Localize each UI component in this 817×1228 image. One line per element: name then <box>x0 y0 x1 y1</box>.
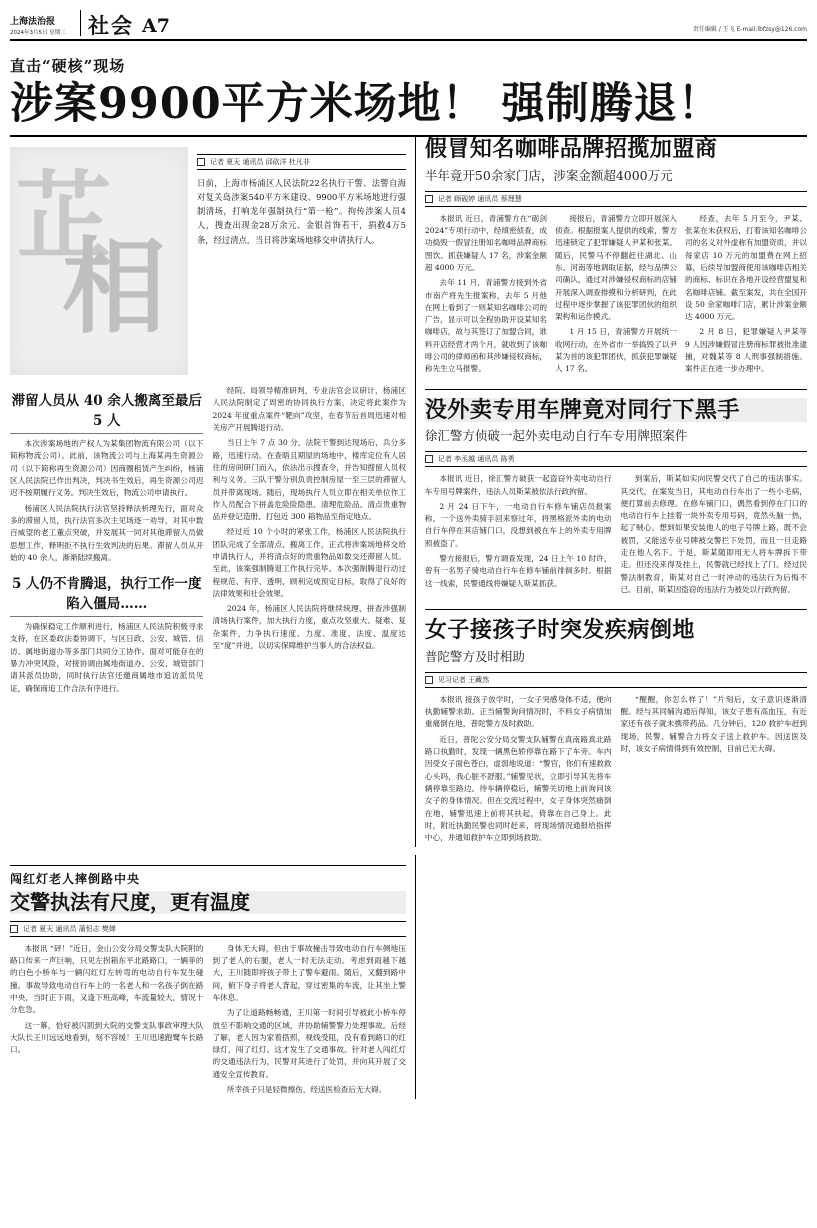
coffee-byline <box>425 191 807 207</box>
byline-marker-icon <box>10 925 18 933</box>
paragraph: 警方接报后，警方调查发现，24 日上午 10 时许，曾有一名男子骑电动自行车在修车铺前徘徊多时。根据这一线索，民警通线将嫌疑人斯某抓获。 <box>424 554 612 588</box>
main-subhead-1: 滞留人员从 40 余人搬离至最后 5 人 <box>11 393 202 430</box>
left-column <box>10 137 406 847</box>
paragraph: 1 月 15 日，青浦警方开展统一收网行动，在外省市一举捣毁了以尹某为首的该犯罪团伙，抓获犯罪嫌疑人 17 名。 <box>554 327 677 374</box>
section-title: 社会 <box>88 13 134 38</box>
masthead <box>10 6 807 41</box>
editor-contact: 责任编辑 / 王飞 E-mail:lbfzsy@126.com <box>692 26 807 33</box>
traffic-col-1 <box>10 943 203 1100</box>
byline-text: 记者 李丞越 通讯员 陈勇 <box>437 455 515 464</box>
coffee-col-1 <box>425 213 547 379</box>
bottom-right-filler <box>425 855 807 1099</box>
main-article-body <box>10 385 406 698</box>
article-coffee <box>425 137 807 378</box>
coffee-col-2 <box>555 213 677 379</box>
paragraph: 经院、局领导精准研判，专业法官会议研计，杨浦区人民法院制定了周密的协同执行方案，决定将此案作为 2024 年度重点案件“靶向”攻坚，在春节后首周迅速对相关房产开展腾退行动。 <box>212 386 406 433</box>
traffic-kicker: 闯红灯老人摔倒路中央 <box>10 872 141 887</box>
issue-date: 2024年3月5日 星期二 <box>10 29 66 36</box>
paper-name: 上海法治报 <box>10 17 56 28</box>
paragraph: 2 月 24 日下午，一电动自行车修车铺店员报案称，一个送外卖骑手回来察过年，将黑格派外卖的电动自行车停在其店铺门口，没想到被在车上的外卖专用牌照被盗了。 <box>424 501 612 548</box>
paragraph: 经过近 10 个小时的紧张工作，杨浦区人民法院执行团队完成了全部清点、搬离工作，正式将涉案场地移交给申请执行人，并将清点好的贵重物品如数交还滞留人员。至此，该案强制腾退工作执行完毕。本次强制腾退行动过程规范、有序、透明，顾利完成预定目标，取得了良好的法律效果和社会效果。 <box>212 527 406 598</box>
main-article-top <box>10 147 406 375</box>
article-traffic <box>10 855 406 1099</box>
paragraph: 2024 年，杨浦区人民法院将继续统理、拼查涉强制清场执行案件，加大执行力度，重点攻坚重大、疑难、复杂案件，力争执行速度、力度、准度、法度、温度达至“度”并进，以切实保障维护当事人的合法权益。 <box>212 604 406 651</box>
main-article-lead: 日前，上海市杨浦区人民法院22名执行干警、法警自海对复关岛涉案540平方米建设、9900平方米场地进行强制清场，打响龙年强制执行“第一枪”。拘传涉案人员4人，搜查出现金28万余元、金银首饰若干，捐救4万5条，经过清点，当日将涉案场地移交申请执行人。 <box>197 178 406 245</box>
calligraphy-char-2: 相 <box>62 225 167 349</box>
paragraph: 为确保稳定工作顺利进行，杨浦区人民法院积极寻求支持，在区委政法委协调下，与区日政、公安、城管、信访、属地街道办等多部门共同分工协作。面对可能存在的暴力冲突风险，对接协调由属地街道办、公安、城管部门请其派员协助，同时执行法官还邀商属地市追访派员见证，确保商追工作合法有序进行。 <box>10 622 204 693</box>
paragraph: 2 月 8 日，犯罪嫌疑人尹某等 9 人因涉嫌假冒注册商标罪被批准逮捕，对魏某等 8 人刑事强制措施。案件正在进一步办理中。 <box>684 327 808 374</box>
woman-col-1 <box>425 694 612 848</box>
woman-subtitle: 普陀警方及时相助 <box>424 648 525 664</box>
masthead-logo <box>10 17 78 36</box>
plate-byline <box>425 451 807 467</box>
byline-text: 记者 顾砚婷 通讯员 蔡理慧 <box>437 194 522 203</box>
paragraph: 近日，普陀公安分局交警支队辅警在真南路真北路路口执勤时，发现一辆黑色轿停靠在路下了车旁。车内因受女子面色苍白，虚弱地说道：“警官，你们有速救救心头吗，我心脏不舒服。”辅警见状，立即引导其先将车辆停靠至路边。待车辆停稳后，辅警关切地上前询问该女子的身体情况。但在交流过程中，女子身体突然痛倒在地，辅警迅速上前将其扶起，倚靠在自己身上。此时，附近执勤民警也同时赶来，将现场情况通报给指挥中心，并通知救护车立即到场救助。 <box>424 734 612 843</box>
byline-text: 记者 夏天 通讯员 邱砍洋 杜凡非 <box>210 158 310 167</box>
column-divider-bottom <box>415 855 416 1099</box>
main-subhead-2: 5 人仍不肯腾退，执行工作一度陷入僵局…… <box>11 576 202 613</box>
paragraph: 当日上午 7 点 30 分，法院干警到达现场后，兵分多路，迅速行动。在查晤且期屋的场地中，楼库定位有人居住的房间研门而入，依法出示搜查令，并告知搜留人员权利与义务。三队干警分别负责控制房屋一至三层的滞留人员并带离现场。随后，现场执行人员立即在相关单位作工作人员配合下拼盖危险险隐患、清理危险品、清点贵重物品并登记造册、打包近 300 箱物品至指定地点。 <box>212 438 406 522</box>
column-divider <box>415 137 416 847</box>
calligraphy-char-1: 芷 <box>16 160 112 274</box>
lead-title: 涉案9900平方米场地！ 强制腾退！ <box>10 79 722 129</box>
page-number: A7 <box>142 15 170 37</box>
paragraph: 本次涉案场地的产权人为某集团物流有限公司（以下简称物流公司）。此前，该物流公司与上海某再生资源公司（以下简称再生资源公司）因商圈租赁产生纠纷，杨浦区人民法院已作出判决，判决书生效后，再生资源公司迟迟不按期履行义务。判决生效后，物流公司申请执行。 <box>10 439 204 498</box>
lead-kicker: 直击“硬核”现场 <box>10 57 126 75</box>
plate-col-1 <box>425 473 612 599</box>
plate-body <box>425 473 807 599</box>
woman-title: 女子接孩子时突发疾病倒地 <box>424 617 695 644</box>
paragraph: 本报讯 “砰！”近日，金山公安分局交警支队大院附的路口传来一声巨响，只见左拐箱东平北路路口，一辆菲的的白色小桥车与一辆闪红灯左转弯的电动自行车发生碰撞。事故导致电动自行车上的一名老人和一名孩子倒在路中央，当时正下雨，又逢下班高峰，车流量较大，情况十分危急。 <box>10 943 204 1015</box>
masthead-divider <box>80 10 81 36</box>
byline-text: 记者 夏天 通讯员 蒲恒志 樊婵 <box>23 924 116 933</box>
paragraph: 身体无大碍，但由于事故撞击导致电动自行车侧地压到了老人的右腿，老人一时无法走动。考虑到雨越下越大，王川随即将孩子带上了警车避雨。随后，又翻到路中间，俯下身子将老人背起，穿过密集的车流，让其坐上警车休息。 <box>212 943 406 1002</box>
byline-marker-icon <box>425 195 433 203</box>
article-woman <box>425 618 807 847</box>
plate-col-2 <box>620 473 807 599</box>
paragraph: 本报讯 近日，青浦警方在“砺剑 2024”专项行动中，经缜密侦查，成功捣毁一假冒注册知名咖啡品牌商标图饮、抓获嫌疑人 17 名，涉案金额超 4000 万元。 <box>424 213 547 272</box>
right-column <box>425 137 807 847</box>
coffee-subtitle: 半年竟开50余家门店，涉案金额超4000万元 <box>424 167 673 183</box>
traffic-byline <box>10 921 406 937</box>
traffic-title: 交警执法有尺度，更有温度 <box>10 891 406 913</box>
paragraph: 本报讯 近日，徐汇警方破获一起盗窃外卖电动自行车专用号牌案件，违法人员斯某被依法行政拘留。 <box>424 474 612 496</box>
main-col-1 <box>10 385 203 698</box>
paragraph: 接报后，青浦警方立即开展深入侦查。根据报案人提供的线索，警方迅速锁定了犯罪嫌疑人尹某和张某。随后，民警马不停翻赶往湖北、山东、河南等地调取证据，经与品牌公司确认，通过对涉嫌侵权商标的店铺开展深入调查排摸和分析研判，在此过程中逐步掌握了该犯罪团伙的组织架构和运作模式。 <box>554 213 677 322</box>
bottom-band <box>10 855 807 1099</box>
traffic-body <box>10 943 406 1100</box>
paragraph: 杨浦区人民法院执行法官坚持释法析理先行，面对众多的滞留人员，执行法官多次主见场逐一劝导，对其中数百威望的老工董点突破，并发展其一同对其他滞留人员做思想工作，释明拒不执行生效判决的后果。滞留人员从开始的 40 余人，渐渐陆续搬离。 <box>10 503 204 562</box>
paragraph: 这一幕，恰好被闪罰到大院的交警支队事政审理大队大队长王川远远地看到，刻不容缓！王川迅速跑鹭车长路口。 <box>10 1020 204 1055</box>
calligraphy-image <box>10 147 188 375</box>
main-col-2 <box>212 385 405 698</box>
coffee-title: 假冒知名咖啡品牌招揽加盟商 <box>424 136 718 163</box>
woman-body <box>425 694 807 848</box>
byline-marker-icon <box>425 676 433 684</box>
traffic-col-2 <box>212 943 405 1100</box>
woman-col-2 <box>620 694 807 848</box>
paragraph: 为了让道路畅畅通，王川第一时间引导被此小桥车停放至不影响交通的区域，并协助辅警警力处理事故。后经了解，老人因为家着搭照，视线受阻，没有看到路口的红绿灯，闯了红灯。这才发生了交通事故。针对老人闯红灯的交通违法行为，民警对其进行了处罚，并向其开展了交通安全宣传教育。 <box>212 1008 406 1079</box>
paragraph: 经查，去年 5 月至今，尹某、张某在未获权后，打着该知名咖啡公司的名义对外虚称有加盟资质，并以每家店 10 万元的加盟费在网上招募，后续导加盟商使用该咖啡店相关的商标、标识在各地开设经营盟复和名咖啡店铺。截至案发，共在全国开设 50 余家咖啡门店，累计涉案金额达 4000 万元。 <box>684 213 808 322</box>
plate-subtitle: 徐汇警方侦破一起外卖电动自行车专用牌照案件 <box>424 428 688 444</box>
paragraph: 所幸孩子只是轻微擦伤，经送医检查后无大碍。 <box>226 1085 387 1095</box>
byline-marker-icon <box>197 158 205 166</box>
plate-title: 没外卖专用车牌竟对同行下黑手 <box>425 398 807 423</box>
coffee-col-3 <box>685 213 807 379</box>
byline-marker-icon <box>425 455 433 463</box>
main-article-byline <box>197 154 406 170</box>
main-article-lead-wrap <box>197 147 406 375</box>
article-plate <box>425 398 807 600</box>
paragraph: 到案后，斯某如实向民警交代了自己的违法事实。其交代，在案发当日，其电动自行车出了一些小毛病，便打算前去修理。在修车铺门口，偶然看到停在门口的电动自行车上挂着一块外卖专用号码，竟然头脑一热，起了贼心。想到如果安装他人的电子号牌上路，既不会被罚，又能送专业号牌被交警拦下处罚，而且一旦走路走在他人名下。于是，斯某随即用无人将车牌拆下带走。但还没来得及挂上，民警就已经找上了门。经过民警法制教育，斯某对自己一时冲动的违法行为后悔不已。目前，斯某因盗窃的违法行为被处以行政拘留。 <box>620 474 808 594</box>
coffee-body <box>425 213 807 379</box>
main-columns <box>10 137 807 847</box>
paragraph: 去年 11 月，青浦警方接到外省市南产将先生报案称，去年 5 月他在网上看到了一则某知名咖啡公司的广告，显示可以全程协助开设某知名咖啡店，故与其签订了加盟合同，谁料开店经营才两个月，就收到了该咖啡公司的律师函和其涉嫌侵权商标，称先生立马报警。 <box>424 278 547 374</box>
lead-headline-block <box>10 41 807 127</box>
byline-text: 见习记者 王藏然 <box>437 675 490 684</box>
paragraph: “醒醒，你怎么样了！”片刻后，女子意识逐渐清醒。经与其同辅沟通后得知，该女子患有高血压，有近家还有孩子就未携带药品。几分钟后，120 救护车赶到现场，民警、辅警合力将女子送上救护车。因送医及时，该女子病情得到有效控制，目前已无大碍。 <box>620 694 808 754</box>
woman-byline <box>425 672 807 688</box>
paragraph: 本报讯 接孩子放学时，一女子突感身体不适，便向执勤辅警求助。正当辅警询问情况时，不料女子病情加重痛倒在地，普陀警方及时救助。 <box>424 694 612 729</box>
